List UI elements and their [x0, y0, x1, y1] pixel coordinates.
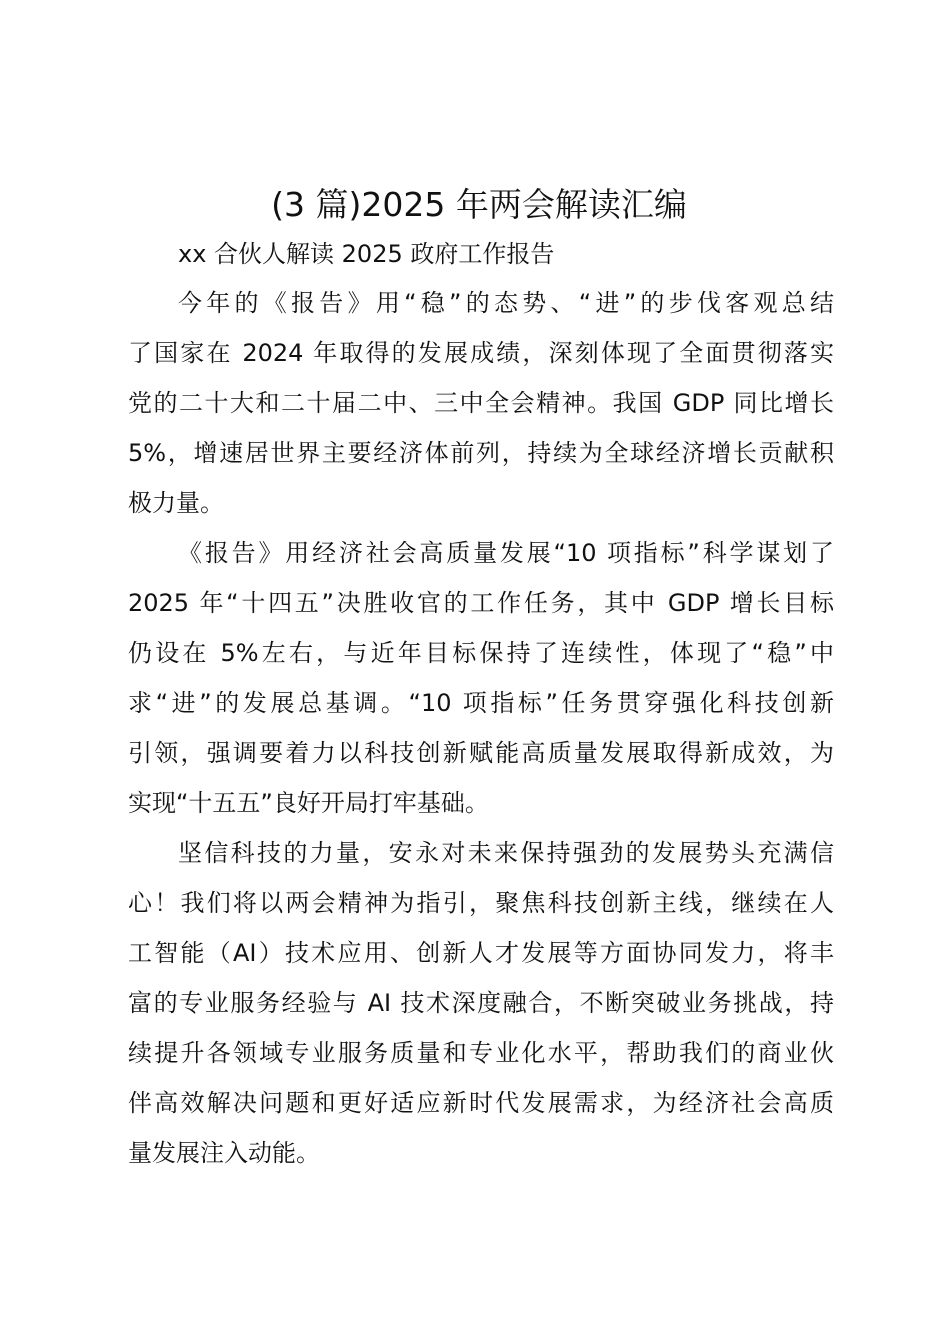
paragraph-3-line: 伴高效解决问题和更好适应新时代发展需求，为经济社会高质 — [128, 1089, 834, 1117]
paragraph-3-line: 心！我们将以两会精神为指引，聚焦科技创新主线，继续在人 — [128, 889, 834, 917]
paragraph-1-line: 今年的《报告》用“稳”的态势、“进”的步伐客观总结 — [178, 289, 834, 317]
paragraph-2-line: 求“进”的发展总基调。“10 项指标”任务贯穿强化科技创新 — [128, 689, 834, 717]
document-title: (3 篇)2025 年两会解读汇编 — [271, 185, 687, 224]
paragraph-1-line: 5%，增速居世界主要经济体前列，持续为全球经济增长贡献积 — [128, 439, 834, 467]
paragraph-2-line: 引领，强调要着力以科技创新赋能高质量发展取得新成效，为 — [128, 739, 834, 767]
paragraph-3-line: 富的专业服务经验与 AI 技术深度融合，不断突破业务挑战，持 — [128, 989, 834, 1017]
paragraph-3-line: 工智能（AI）技术应用、创新人才发展等方面协同发力，将丰 — [128, 939, 834, 967]
paragraph-1-line: 了国家在 2024 年取得的发展成绩，深刻体现了全面贯彻落实 — [128, 339, 834, 367]
paragraph-3-line: 坚信科技的力量，安永对未来保持强劲的发展势头充满信 — [178, 839, 834, 867]
paragraph-2-line: 仍设在 5%左右，与近年目标保持了连续性，体现了“稳”中 — [128, 639, 834, 667]
paragraph-2-line: 《报告》用经济社会高质量发展“10 项指标”科学谋划了 — [178, 539, 834, 567]
paragraph-2-line: 实现“十五五”良好开局打牢基础。 — [128, 789, 489, 817]
paragraph-3-line: 续提升各领域专业服务质量和专业化水平，帮助我们的商业伙 — [128, 1039, 834, 1067]
paragraph-1-line: 极力量。 — [128, 489, 224, 517]
paragraph-3-line: 量发展注入动能。 — [128, 1139, 320, 1167]
paragraph-2-line: 2025 年“十四五”决胜收官的工作任务，其中 GDP 增长目标 — [128, 589, 834, 617]
document-subtitle: xx 合伙人解读 2025 政府工作报告 — [178, 240, 555, 268]
paragraph-1-line: 党的二十大和二十届二中、三中全会精神。我国 GDP 同比增长 — [128, 389, 834, 417]
